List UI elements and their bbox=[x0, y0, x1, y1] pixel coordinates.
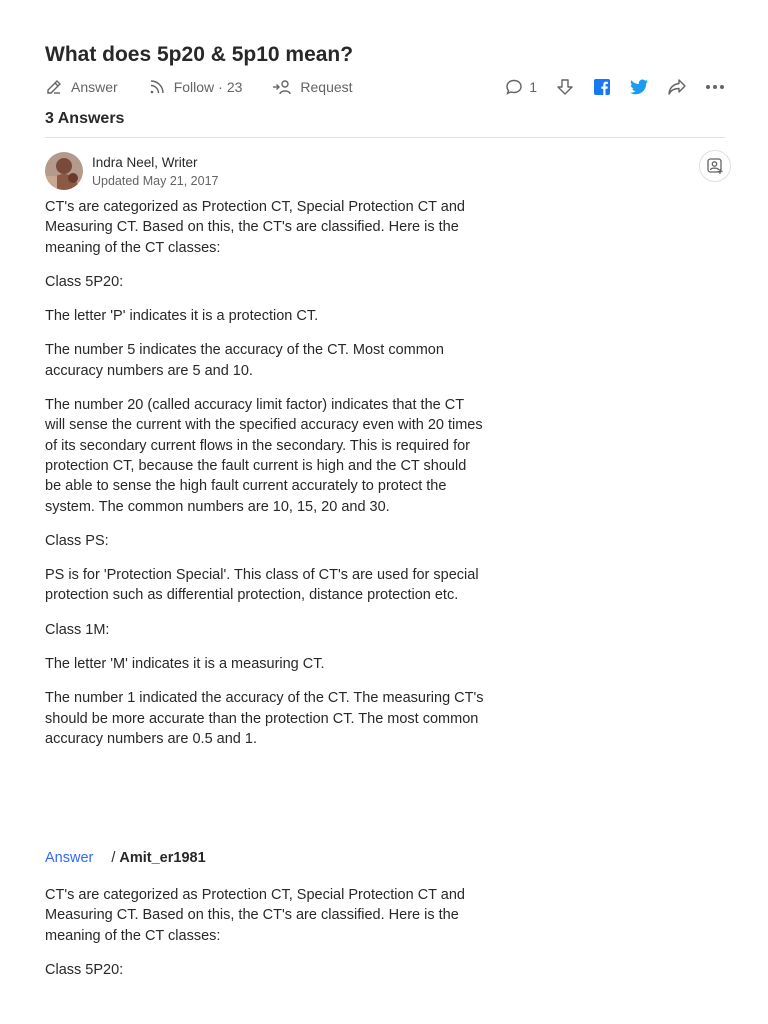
downvote-icon bbox=[555, 77, 575, 97]
twitter-icon bbox=[629, 78, 649, 96]
answer-paragraph: The letter 'P' indicates it is a protection CT. bbox=[45, 308, 319, 325]
answer2-header bbox=[45, 850, 206, 866]
answer-author bbox=[45, 152, 218, 190]
answer-button[interactable] bbox=[45, 78, 118, 96]
author-line bbox=[92, 155, 218, 170]
avatar-image bbox=[45, 152, 83, 190]
answer-paragraph: CT's are categorized as Protection CT, Special Protection CT and Measuring CT. Based on this, the CT's are classified. Here is the meaning of the CT classes: bbox=[45, 199, 465, 256]
share-icon bbox=[667, 78, 687, 96]
answer2-body bbox=[45, 885, 485, 994]
pencil-icon bbox=[45, 78, 63, 96]
answer-body bbox=[45, 197, 485, 763]
answers-count: 3 Answers bbox=[45, 110, 125, 127]
answer-paragraph: The number 1 indicated the accuracy of the CT. The measuring CT's should be more accurate than the protection CT. The most common accuracy numbers are 0.5 and 1. bbox=[45, 690, 484, 747]
share-button[interactable] bbox=[667, 78, 687, 96]
answer-paragraph: Class PS: bbox=[45, 532, 109, 549]
comment-icon bbox=[505, 78, 523, 96]
updated-date[interactable]: Updated May 21, 2017 bbox=[92, 173, 219, 188]
avatar[interactable] bbox=[45, 152, 83, 190]
answer-link[interactable]: Answer bbox=[45, 850, 94, 866]
twitter-share-button[interactable] bbox=[629, 78, 649, 96]
comment-button[interactable] bbox=[505, 78, 537, 96]
more-icon bbox=[705, 78, 725, 96]
author-name[interactable]: Indra Neel bbox=[92, 154, 155, 170]
follow-button[interactable] bbox=[148, 78, 243, 96]
facebook-share-button[interactable] bbox=[593, 78, 611, 96]
follow-separator: · bbox=[218, 79, 223, 95]
answer-label: Answer bbox=[71, 79, 118, 95]
answer-paragraph: The number 20 (called accuracy limit factor) indicates that the CT will sense the current with the specified accuracy even with 20 times of its secondary current flows in the secondary. This is required for protection CT, because the fault current is high and the CT should be able to sense the high fault current accurately to protect the system. The common numbers are 10, 15, 20 and 30. bbox=[45, 397, 483, 515]
answer2-author[interactable]: Amit_er1981 bbox=[119, 850, 206, 866]
request-button[interactable] bbox=[272, 78, 352, 96]
add-person-icon bbox=[706, 157, 724, 175]
downvote-button[interactable] bbox=[555, 77, 575, 97]
answer-paragraph: CT's are categorized as Protection CT, Special Protection CT and Measuring CT. Based on this, the CT's are classified. Here is the meaning of the CT classes: bbox=[45, 887, 465, 944]
separator-slash: / bbox=[111, 850, 116, 866]
right-actions bbox=[487, 77, 725, 97]
answer-paragraph: Class 5P20: bbox=[45, 273, 124, 290]
comment-count: 1 bbox=[529, 79, 537, 95]
answer-paragraph: Class 5P20: bbox=[45, 961, 124, 978]
request-icon bbox=[272, 78, 292, 96]
answer-paragraph: Class 1M: bbox=[45, 621, 110, 638]
question-title: What does 5p20 & 5p10 mean? bbox=[45, 43, 354, 66]
request-label: Request bbox=[300, 79, 353, 95]
follow-label: Follow bbox=[173, 79, 215, 95]
divider bbox=[45, 137, 725, 138]
question-actions bbox=[45, 76, 725, 98]
facebook-icon bbox=[593, 78, 611, 96]
follow-icon bbox=[148, 78, 166, 96]
answer-paragraph: PS is for 'Protection Special'. This class of CT's are used for special protection such as differential protection, distance protection etc. bbox=[45, 567, 479, 604]
more-options-button[interactable] bbox=[705, 78, 725, 96]
follow-author-button[interactable] bbox=[699, 150, 731, 182]
answer-paragraph: The number 5 indicates the accuracy of the CT. Most common accuracy numbers are 5 and 10. bbox=[45, 342, 444, 379]
follow-count: 23 bbox=[226, 79, 243, 95]
author-role: , Writer bbox=[154, 154, 198, 170]
answer-paragraph: The letter 'M' indicates it is a measuring CT. bbox=[45, 656, 325, 673]
